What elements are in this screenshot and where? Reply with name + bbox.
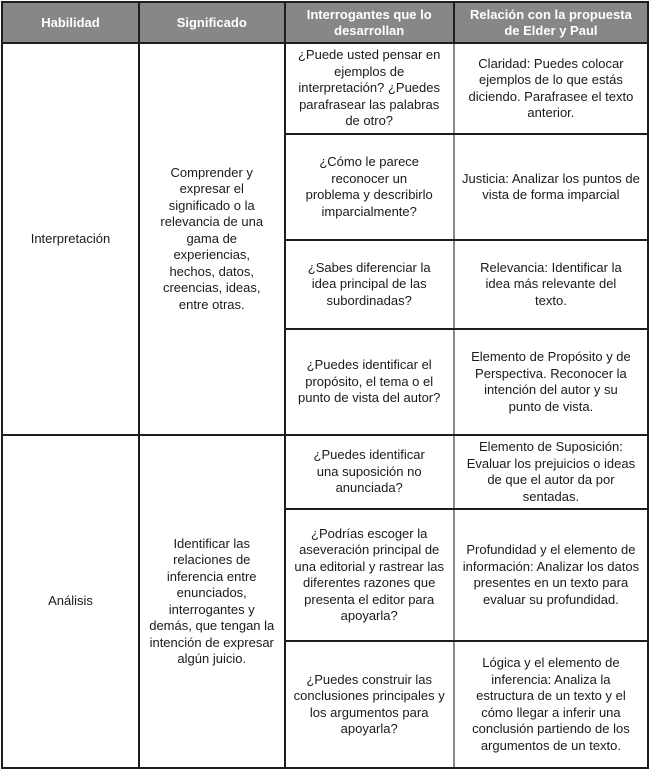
relation-cell: Claridad: Puedes colocar ejemplos de lo que estás diciendo. Parafrasee el texto anterior. [454, 43, 648, 134]
question-cell: ¿Puedes identificar una suposición no anunciada? [285, 435, 454, 509]
question-cell: ¿Cómo le parece reconocer un problema y describirlo imparcialmente? [285, 134, 454, 240]
meaning-cell: Identificar las relaciones de inferencia entre enunciados, interrogantes y demás, que tengan la intención de expresar algún juicio. [139, 435, 285, 768]
question-cell: ¿Puedes construir las conclusiones principales y los argumentos para apoyarla? [285, 641, 454, 768]
skill-cell: Interpretación [2, 43, 139, 435]
table-row [2, 43, 648, 134]
relation-cell: Lógica y el elemento de inferencia: Analiza la estructura de un texto y el cómo llegar a inferir una conclusión partiendo de los argumentos de un texto. [454, 641, 648, 768]
header-row [2, 2, 648, 43]
header-habilidad: Habilidad [2, 2, 139, 43]
relation-cell: Justicia: Analizar los puntos de vista de forma imparcial [454, 134, 648, 240]
header-interrogantes: Interrogantes que lo desarrollan [285, 2, 454, 43]
question-cell: ¿Puede usted pensar en ejemplos de interpretación? ¿Puedes parafrasear las palabras de otro? [285, 43, 454, 134]
relation-cell: Relevancia: Identificar la idea más relevante del texto. [454, 240, 648, 329]
relation-cell: Elemento de Propósito y de Perspectiva. Reconocer la intención del autor y su punto de vista. [454, 329, 648, 435]
skill-cell: Análisis [2, 435, 139, 768]
table-row [2, 435, 648, 509]
relation-cell: Profundidad y el elemento de información: Analizar los datos presentes en un texto para evaluar su profundidad. [454, 509, 648, 641]
meaning-cell: Comprender y expresar el significado o la relevancia de una gama de experiencias, hechos, datos, creencias, ideas, entre otras. [139, 43, 285, 435]
relation-cell: Elemento de Suposición: Evaluar los prejuicios o ideas de que el autor da por sentadas. [454, 435, 648, 509]
question-cell: ¿Sabes diferenciar la idea principal de las subordinadas? [285, 240, 454, 329]
question-cell: ¿Podrías escoger la aseveración principal de una editorial y rastrear las diferentes razones que presenta el editor para apoyarla? [285, 509, 454, 641]
critical-thinking-skills-table [1, 1, 649, 769]
header-relacion: Relación con la propuesta de Elder y Paul [454, 2, 648, 43]
header-significado: Significado [139, 2, 285, 43]
question-cell: ¿Puedes identificar el propósito, el tema o el punto de vista del autor? [285, 329, 454, 435]
